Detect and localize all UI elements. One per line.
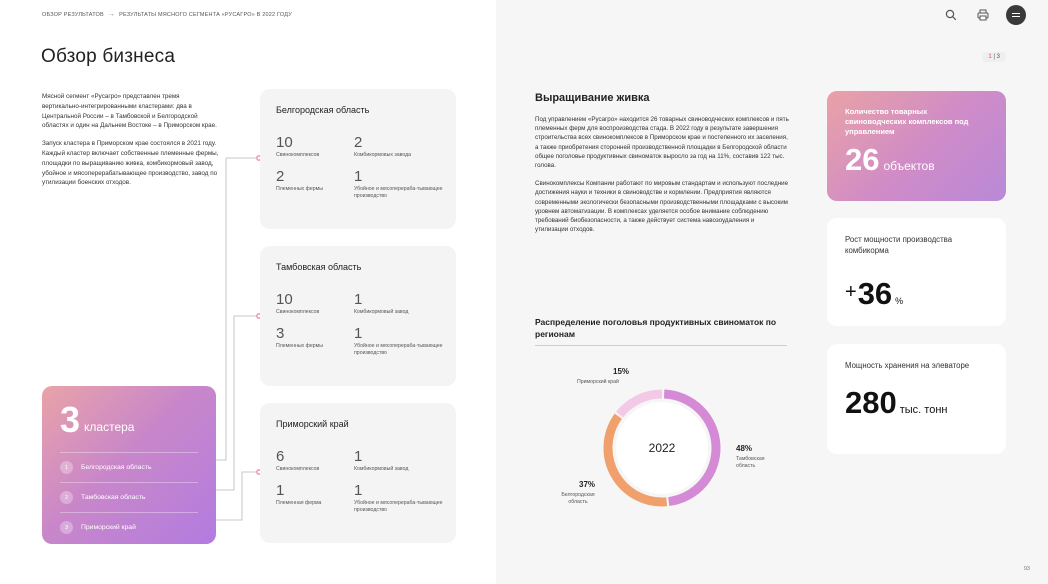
region-stat (354, 135, 454, 159)
region-stat (276, 169, 354, 200)
stat-value: 10 (276, 291, 293, 308)
slice-pct-primorye: 15% (613, 367, 630, 376)
slice-name-tambov: Тамбовская область (736, 456, 765, 469)
kpi-label: Количество товарных свиноводческих комплексов под управлением (845, 107, 969, 136)
kpi-unit: тыс. тонн (899, 404, 948, 416)
kpi-storage-card (827, 344, 1006, 454)
donut-center-label: 2022 (648, 441, 676, 455)
region-stat (276, 449, 354, 473)
cluster-item[interactable] (60, 482, 198, 512)
stat-label: Комбикормовый завод (354, 309, 409, 315)
cluster-label: Тамбовская область (81, 494, 146, 501)
region-title: Белгородская область (276, 105, 370, 115)
breadcrumb-current: РЕЗУЛЬТАТЫ МЯСНОГО СЕГМЕНТА «РУСАГРО» В 2022 ГОДУ (119, 11, 292, 18)
menu-icon[interactable] (1006, 5, 1026, 25)
region-stat (276, 483, 354, 514)
intro-text (42, 92, 220, 196)
kpi-complexes-card (827, 91, 1006, 201)
cluster-number: 3 (60, 521, 73, 534)
cluster-item[interactable] (60, 452, 198, 482)
stat-label: Убойное и мясоперераба-тывающее производство (354, 343, 443, 356)
cluster-label: Приморский край (81, 524, 136, 531)
stat-label: Племенная ферма (276, 500, 322, 506)
growing-paragraph: Под управлением «Русагро» находится 26 товарных свиноводческих комплексов и пять племенных ферм для воспроизводства стада. В 2022 году в результате завершения строительства всех свинокомплексов в Приморском крае и постепенного их заселения, а также приобретения сторонней производственной площадки в Белгородской области общее поголовье продуктивных свиноматок выросло за год на 11%, составив 122 тыс. голова. (535, 116, 789, 170)
slice-pct-tambov: 48% (736, 444, 753, 453)
pager-current: 1 (988, 54, 992, 60)
kpi-prefix: + (845, 281, 857, 303)
top-toolbar (942, 5, 1026, 25)
stat-label: Комбикормовый завод (354, 466, 409, 472)
stat-value: 2 (276, 168, 285, 185)
page-title: Обзор бизнеса (41, 46, 176, 67)
stat-value: 6 (276, 448, 285, 465)
stat-label: Свинокомплексов (276, 309, 320, 315)
stat-label: Убойное и мясоперераба-тывающее производство (354, 186, 443, 199)
kpi-value: 280 (845, 385, 897, 420)
page-number: 93 (1023, 566, 1030, 572)
stat-value: 3 (276, 325, 285, 342)
pager[interactable] (982, 52, 1006, 62)
stat-label: Племенных фермы (276, 343, 323, 349)
stat-value: 1 (354, 448, 363, 465)
stat-value: 10 (276, 134, 293, 151)
kpi-label: Рост мощности производства комбикорма (845, 235, 953, 255)
kpi-unit: объектов (883, 159, 935, 173)
slice-name-belgorod: Белгородская область (561, 492, 595, 505)
region-stat (354, 449, 454, 473)
clusters-count: 3 (60, 399, 81, 440)
slice-name-primorye: Приморский край (577, 379, 619, 385)
kpi-unit: % (895, 296, 904, 306)
breadcrumb-section[interactable]: ОБЗОР РЕЗУЛЬТАТОВ (42, 11, 104, 18)
cluster-number: 1 (60, 461, 73, 474)
intro-paragraph: Мясной сегмент «Русагро» представлен тремя вертикально-интегрированными кластерами: два в Центральной России – в Тамбовской и Белгородской областях и один на Дальнем Востоке – в Приморском крае. (42, 93, 217, 130)
region-stat (276, 135, 354, 159)
region-stat (276, 292, 354, 316)
search-icon[interactable] (942, 6, 960, 24)
distribution-title: Распределение поголовья продуктивных свиноматок по регионам (535, 316, 787, 346)
region-stat (354, 169, 454, 200)
stat-label: Свинокомплексов (276, 152, 320, 158)
region-card-primorye (260, 403, 456, 543)
stat-value: 1 (354, 482, 363, 499)
stat-label: Племенных фермы (276, 186, 323, 192)
slice-pct-belgorod: 37% (579, 480, 596, 489)
clusters-list (60, 452, 198, 542)
pager-total: 3 (996, 54, 1000, 60)
kpi-value: 26 (845, 142, 880, 177)
region-title: Приморский край (276, 419, 349, 429)
stat-value: 2 (354, 134, 363, 151)
intro-paragraph: Запуск кластера в Приморском крае состоялся в 2021 году. Каждый кластер включает собственные племенные фермы, площадки по выращиванию живка, комбикормовый завод, убойное и мясоперерабатывающее производство, завод по утилизации боенских отходов. (42, 140, 219, 187)
cluster-label: Белгородская область (81, 464, 152, 471)
breadcrumb-arrow-icon: → (107, 11, 116, 18)
kpi-value: 36 (857, 276, 893, 311)
pager-separator: | (993, 54, 995, 60)
region-stat (354, 326, 454, 357)
breadcrumb (42, 11, 292, 18)
region-card-tambov (260, 246, 456, 386)
stat-value: 1 (354, 291, 363, 308)
cluster-number: 2 (60, 491, 73, 504)
stat-label: Комбикормовых завода (354, 152, 411, 158)
region-card-belgorod (260, 89, 456, 229)
growing-title: Выращивание живка (535, 92, 650, 104)
growing-text (535, 115, 789, 243)
region-title: Тамбовская область (276, 262, 362, 272)
stat-value: 1 (354, 325, 363, 342)
region-stat (354, 292, 454, 316)
clusters-card (42, 386, 216, 544)
kpi-feed-card (827, 218, 1006, 326)
clusters-word: кластера (84, 420, 135, 434)
stat-label: Убойное и мясоперераба-тывающее производство (354, 500, 443, 513)
region-stat (354, 483, 454, 514)
growing-paragraph: Свинокомплексы Компании работают по мировым стандартам и используют последние достижения науки и техники в свиноводстве и кормлении. Предприятия являются современными экологически безопасными производственными площадками с высоким уровнем автоматизации. В комплексах уделяется особое внимание соблюдению требований биобезопасности, а также действует система навозоудаления и утилизации отходов. (535, 180, 789, 234)
printer-icon[interactable] (974, 6, 992, 24)
stat-value: 1 (354, 168, 363, 185)
stat-label: Свинокомплексов (276, 466, 320, 472)
cluster-item[interactable] (60, 512, 198, 542)
stat-value: 1 (276, 482, 285, 499)
kpi-label: Мощность хранения на элеваторе (845, 361, 970, 370)
region-stat (276, 326, 354, 357)
